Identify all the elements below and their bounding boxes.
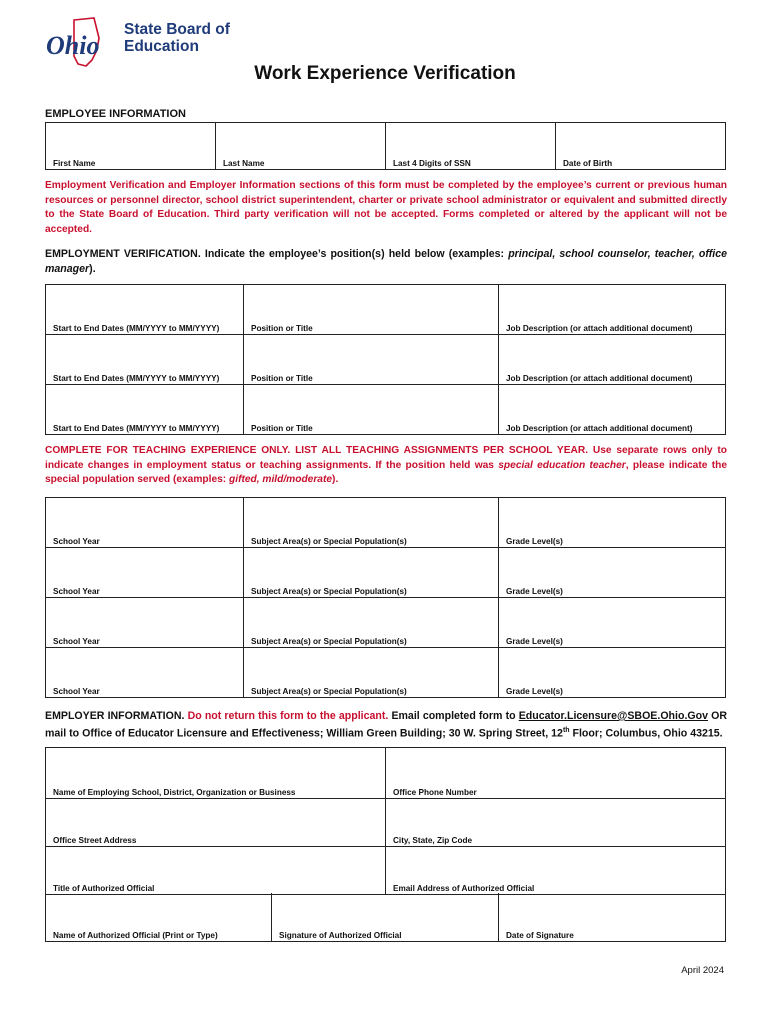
- subject-area-field[interactable]: Subject Area(s) or Special Population(s): [244, 648, 499, 698]
- employer-info-intro: [45, 709, 727, 741]
- logo-line-1: State Board of: [124, 21, 230, 38]
- start-end-dates-field[interactable]: Start to End Dates (MM/YYYY to MM/YYYY): [46, 285, 244, 335]
- employer-floor-suffix: th: [562, 726, 570, 734]
- employment-table: [45, 284, 726, 435]
- employer-heading: EMPLOYER INFORMATION.: [45, 710, 185, 722]
- employer-table-top: [45, 747, 726, 895]
- school-year-field[interactable]: School Year: [46, 648, 244, 698]
- subject-area-field[interactable]: Subject Area(s) or Special Population(s): [244, 598, 499, 648]
- official-name-field[interactable]: Name of Authorized Official (Print or Type): [46, 893, 272, 941]
- employer-mail-address-end: Floor; Columbus, Ohio 43215.: [572, 727, 723, 740]
- grade-level-field[interactable]: Grade Level(s): [499, 498, 726, 548]
- verification-notice: Employment Verification and Employer Information sections of this form must be completed by the employee’s current or previous human resources or personnel director, school district superintendent, charter or private school administrator or equivalent and submitted directly to the State Board of Education. Third party verification will not be accepted. Forms completed or altered by the applicant will not be accepted.: [45, 180, 727, 235]
- city-state-zip-field[interactable]: City, State, Zip Code: [386, 799, 726, 847]
- official-title-field[interactable]: Title of Authorized Official: [46, 847, 386, 895]
- employer-text: Email completed form to: [391, 710, 516, 722]
- subject-area-field[interactable]: Subject Area(s) or Special Population(s): [244, 498, 499, 548]
- grade-level-field[interactable]: Grade Level(s): [499, 598, 726, 648]
- job-description-field[interactable]: Job Description (or attach additional document): [499, 385, 726, 435]
- teaching-instructions: [45, 444, 727, 488]
- official-email-field[interactable]: Email Address of Authorized Official: [386, 847, 726, 895]
- page-title: Work Experience Verification: [254, 63, 516, 84]
- teaching-examples: gifted, mild/moderate: [229, 474, 333, 485]
- logo-line-2: Education: [124, 38, 199, 55]
- school-year-field[interactable]: School Year: [46, 498, 244, 548]
- employment-intro-end: ).: [89, 262, 96, 275]
- employer-table-bottom: [45, 893, 726, 942]
- office-street-field[interactable]: Office Street Address: [46, 799, 386, 847]
- start-end-dates-field[interactable]: Start to End Dates (MM/YYYY to MM/YYYY): [46, 385, 244, 435]
- employing-organization-field[interactable]: Name of Employing School, District, Organization or Business: [46, 748, 386, 799]
- teaching-text-2: , please indicate the special population served (examples:: [45, 459, 727, 485]
- position-title-field[interactable]: Position or Title: [244, 385, 499, 435]
- teaching-table: [45, 497, 726, 698]
- signature-field[interactable]: Signature of Authorized Official: [272, 893, 499, 941]
- position-title-field[interactable]: Position or Title: [244, 285, 499, 335]
- employee-info-table: [45, 122, 726, 170]
- school-year-field[interactable]: School Year: [46, 598, 244, 648]
- job-description-field[interactable]: Job Description (or attach additional document): [499, 285, 726, 335]
- date-of-birth-field[interactable]: Date of Birth: [556, 123, 726, 170]
- ohio-sbe-logo: [44, 16, 244, 70]
- employment-verification-intro: [45, 247, 727, 276]
- employment-examples: principal, school counselor, teacher, office manager: [45, 248, 727, 275]
- revision-date: April 2024: [681, 965, 724, 976]
- teaching-text-end: ).: [332, 474, 339, 485]
- teaching-heading: COMPLETE FOR TEACHING EXPERIENCE ONLY. LIST ALL TEACHING ASSIGNMENTS PER SCHOOL YEAR: [45, 445, 586, 456]
- grade-level-field[interactable]: Grade Level(s): [499, 648, 726, 698]
- date-of-signature-field[interactable]: Date of Signature: [499, 893, 726, 941]
- school-year-field[interactable]: School Year: [46, 548, 244, 598]
- position-title-field[interactable]: Position or Title: [244, 335, 499, 385]
- subject-area-field[interactable]: Subject Area(s) or Special Population(s): [244, 548, 499, 598]
- ssn-last4-field[interactable]: Last 4 Digits of SSN: [386, 123, 556, 170]
- employer-mail-address: OR mail to Office of Educator Licensure and Effectiveness; William Green Building; 30 W. Spring Street, 12: [45, 710, 728, 740]
- ohio-state-outline-icon: [44, 16, 124, 70]
- job-description-field[interactable]: Job Description (or attach additional document): [499, 335, 726, 385]
- last-name-field[interactable]: Last Name: [216, 123, 386, 170]
- logo-word: Ohio: [46, 31, 100, 60]
- employment-heading: EMPLOYMENT VERIFICATION: [45, 248, 198, 260]
- start-end-dates-field[interactable]: Start to End Dates (MM/YYYY to MM/YYYY): [46, 335, 244, 385]
- employer-warning: Do not return this form to the applicant.: [187, 710, 389, 722]
- office-phone-field[interactable]: Office Phone Number: [386, 748, 726, 799]
- first-name-field[interactable]: First Name: [46, 123, 216, 170]
- teaching-sped-example: special education teacher: [498, 459, 626, 471]
- grade-level-field[interactable]: Grade Level(s): [499, 548, 726, 598]
- employment-intro-text: . Indicate the employee’s position(s) held below (examples:: [197, 248, 509, 260]
- teaching-text: . Use separate rows only to indicate changes in employment status or teaching assignments. If the position held was: [45, 445, 728, 471]
- employee-info-heading: EMPLOYEE INFORMATION: [45, 108, 186, 120]
- licensure-email-link[interactable]: Educator.Licensure@SBOE.Ohio.Gov: [518, 710, 708, 722]
